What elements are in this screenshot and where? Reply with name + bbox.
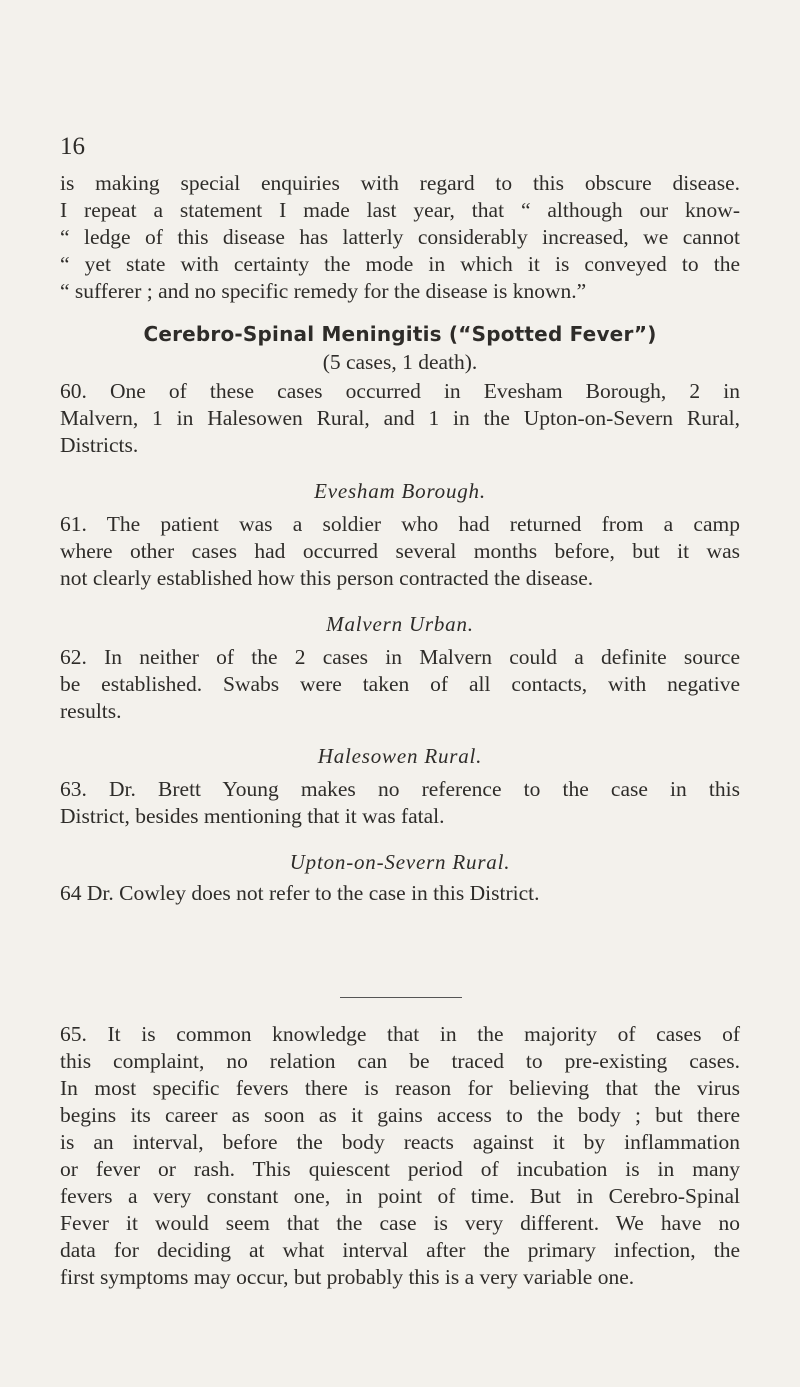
paragraph-60 (60, 378, 740, 459)
text-line: 64 Dr. Cowley does not refer to the case in this District. (60, 881, 540, 905)
text-line: District, besides mentioning that it was fatal. (60, 804, 445, 828)
text-line: Districts. (60, 433, 139, 457)
text-line: In most specific fevers there is reason for believing that the virus (60, 1076, 740, 1100)
paragraph-63 (60, 776, 740, 830)
text-line: first symptoms may occur, but probably this is a very variable one. (60, 1265, 635, 1289)
section-subheading: (5 cases, 1 death). (322, 350, 478, 374)
text-line: is making special enquiries with regard to this obscure disease. (60, 171, 740, 195)
text-line: Malvern, 1 in Halesowen Rural, and 1 in the Upton-on-Severn Rural, (60, 406, 740, 430)
text-line: results. (60, 699, 122, 723)
text-line: be established. Swabs were taken of all contacts, with negative (60, 672, 740, 696)
section-divider (340, 997, 462, 998)
text-line: Fever it would seem that the case is very different. We have no (60, 1211, 740, 1235)
text-line: not clearly established how this person contracted the disease. (60, 566, 594, 590)
text-line: 63. Dr. Brett Young makes no reference to the case in this (60, 777, 740, 801)
text-line: or fever or rash. This quiescent period of incubation is in many (60, 1157, 740, 1181)
text-line: “ sufferer ; and no specific remedy for the disease is known.” (60, 279, 587, 303)
text-line: I repeat a statement I made last year, that “ although our know- (60, 198, 740, 222)
subheading-halesowen: Halesowen Rural. (317, 744, 483, 768)
paragraph-62 (60, 644, 740, 725)
text-line: 61. The patient was a soldier who had returned from a camp (60, 512, 740, 536)
text-line: begins its career as soon as it gains access to the body ; but there (60, 1103, 740, 1127)
paragraph-64 (60, 880, 740, 907)
section-heading: Cerebro-Spinal Meningitis (“Spotted Fever”) (143, 322, 657, 346)
subheading-evesham: Evesham Borough. (314, 479, 486, 503)
text-line: 60. One of these cases occurred in Evesham Borough, 2 in (60, 379, 740, 403)
text-line: this complaint, no relation can be traced to pre-existing cases. (60, 1049, 740, 1073)
text-line: “ yet state with certainty the mode in which it is conveyed to the (60, 252, 740, 276)
paragraph-61 (60, 511, 740, 592)
text-line: fevers a very constant one, in point of time. But in Cerebro-Spinal (60, 1184, 740, 1208)
text-line: where other cases had occurred several months before, but it was (60, 539, 740, 563)
text-line: data for deciding at what interval after the primary infection, the (60, 1238, 740, 1262)
subheading-upton: Upton-on-Severn Rural. (289, 850, 511, 874)
subheading-malvern: Malvern Urban. (326, 612, 474, 636)
text-line: is an interval, before the body reacts against it by inflammation (60, 1130, 740, 1154)
text-line: “ ledge of this disease has latterly considerably increased, we cannot (60, 225, 740, 249)
intro-paragraph (60, 170, 740, 305)
text-line: 62. In neither of the 2 cases in Malvern could a definite source (60, 645, 740, 669)
page-number: 16 (60, 133, 85, 160)
text-line: 65. It is common knowledge that in the majority of cases of (60, 1022, 740, 1046)
paragraph-65 (60, 1021, 740, 1291)
